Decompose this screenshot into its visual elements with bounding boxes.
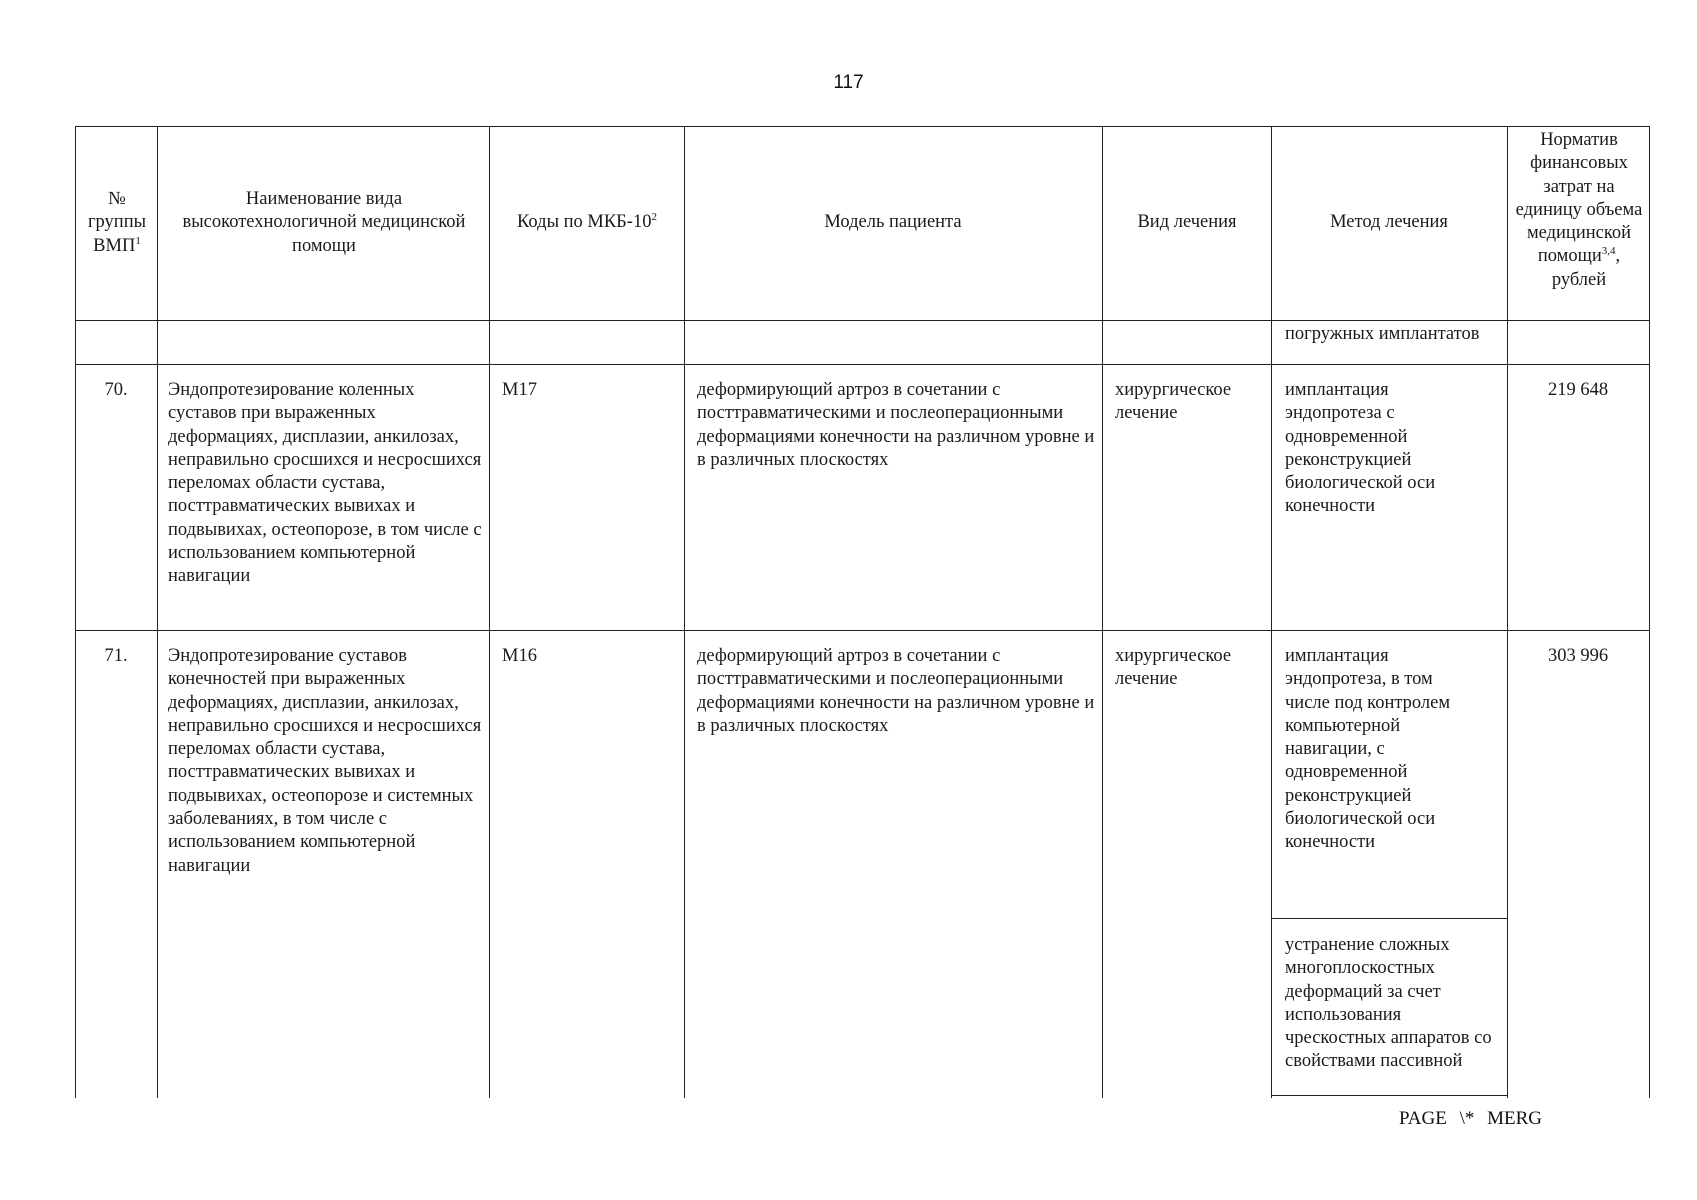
row-70-number: 70. xyxy=(104,380,128,400)
row-71-method-1: имплантация эндопротеза, в том числе под контролем компьютерной навигации, с одновременной реконструкцией биологической оси конечности xyxy=(1285,646,1451,853)
row-71-patient-model: деформирующий артроз в сочетании с посттравматическими и послеоперационными деформациями конечности на различном уровне и в различных плоскостях xyxy=(697,646,1095,736)
continuation-method: погружных имплантатов xyxy=(1285,324,1480,344)
header-cost-standard: Норматив финансовых затрат на единицу объема медицинской помощи$^{3,4}$, рублей xyxy=(1515,130,1643,290)
row-70-cost: 219 648 xyxy=(1547,380,1609,400)
col-rule-0 xyxy=(75,126,76,1098)
header-icd-codes: Коды по МКБ-$10^2$ xyxy=(517,211,657,233)
col-rule-7 xyxy=(1649,126,1650,1098)
row-70-care-name: Эндопротезирование коленных суставов при выраженных деформациях, дисплазии, анкилозах, неправильно сросшихся и несросшихся переломах области сустава, посттравматических вывихах и подвывихах, остеопорозе, в том числе с использованием компьютерной навигации xyxy=(168,380,482,587)
row-70-treatment-type: хирургическое лечение xyxy=(1115,380,1232,424)
row-71-method-2: устранение сложных многоплоскостных деформаций за счет использования чрескостных аппаратов со свойствами пассивной xyxy=(1285,935,1492,1072)
page-number: 117 xyxy=(833,72,864,93)
row-71-cost: 303 996 xyxy=(1547,646,1609,666)
row-71-icd-code: M16 xyxy=(502,646,537,666)
field-code-footer: PAGE \* MERG xyxy=(1398,1108,1542,1129)
header-treatment-method: Метод лечения xyxy=(1330,212,1448,233)
method-split-rule xyxy=(1271,918,1507,919)
vmp-table xyxy=(75,126,1650,1098)
row-70-method: имплантация эндопротеза с одновременной реконструкцией биологической оси конечности xyxy=(1285,380,1436,517)
row-71-care-name: Эндопротезирование суставов конечностей при выраженных деформациях, дисплазии, анкилозах, неправильно сросшихся и несросшихся переломах области сустава, посттравматических вывихах и подвывихах, остеопорозе и системных заболеваниях, в том числе с использованием компьютерной навигации xyxy=(168,646,482,876)
row-70-icd-code: M17 xyxy=(502,380,537,400)
continuation-bottom-rule xyxy=(75,364,1650,365)
row-70-bottom-rule xyxy=(75,630,1650,631)
method-bottom-rule xyxy=(1271,1095,1507,1096)
row-71-number: 71. xyxy=(104,646,128,666)
header-group-number: № группы ВМП$^1$ xyxy=(87,189,147,256)
header-care-name: Наименование вида высокотехнологичной медицинской помощи xyxy=(182,189,466,256)
header-bottom-rule xyxy=(75,320,1650,321)
row-71-treatment-type: хирургическое лечение xyxy=(1115,646,1232,690)
header-treatment-type: Вид лечения xyxy=(1137,212,1237,233)
col-rule-1 xyxy=(157,126,158,1098)
row-70-patient-model: деформирующий артроз в сочетании с посттравматическими и послеоперационными деформациями конечности на различном уровне и в различных плоскостях xyxy=(697,380,1095,470)
header-patient-model: Модель пациента xyxy=(824,212,962,233)
